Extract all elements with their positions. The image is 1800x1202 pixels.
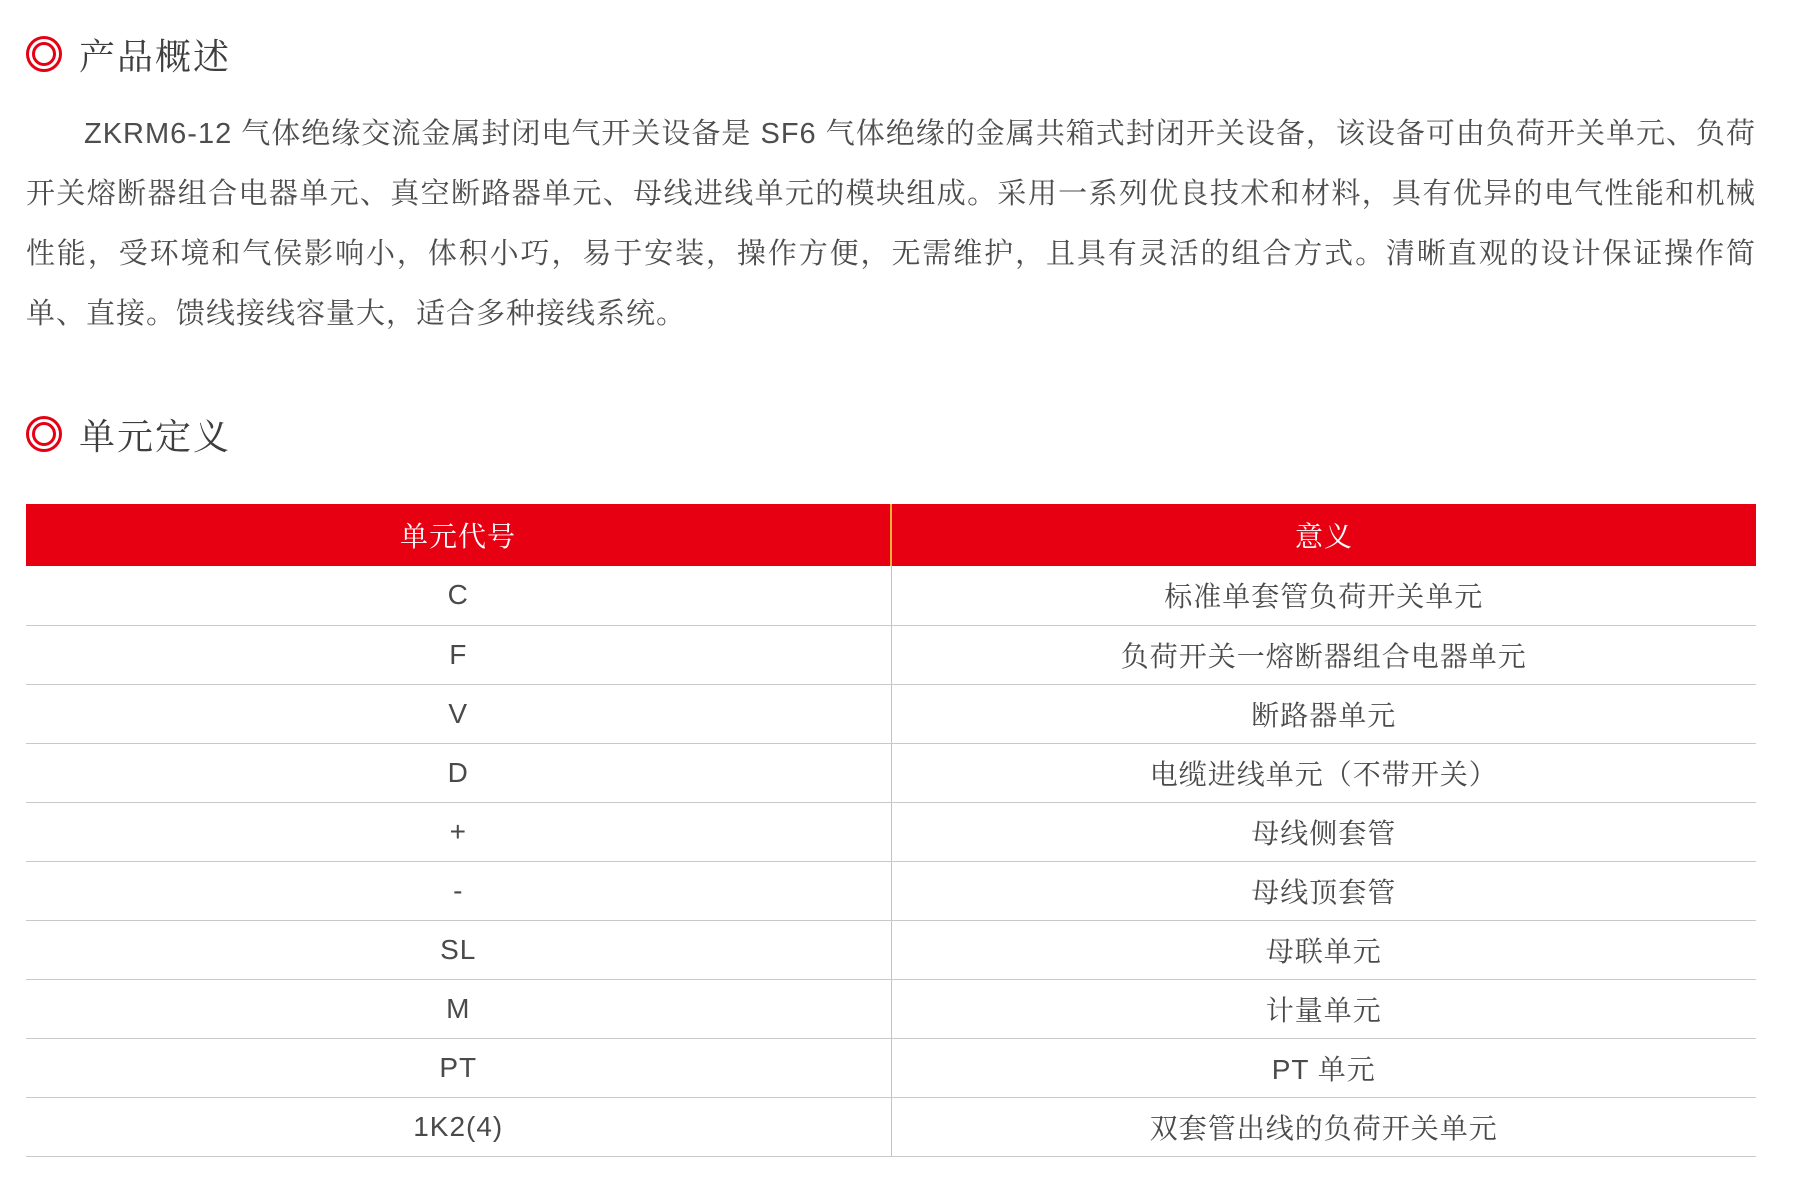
double-ring-icon <box>26 36 62 72</box>
unit-meaning-cell: 母线侧套管 <box>891 802 1756 861</box>
double-ring-icon <box>26 416 62 452</box>
unit-meaning-cell: 标准单套管负荷开关单元 <box>891 566 1756 625</box>
unit-meaning-cell: 电缆进线单元（不带开关） <box>891 743 1756 802</box>
unit-code-cell: F <box>26 625 891 684</box>
unit-meaning-cell: 断路器单元 <box>891 684 1756 743</box>
table-row <box>26 566 1756 625</box>
header-meaning: 意义 <box>891 504 1756 566</box>
table-row <box>26 979 1756 1038</box>
section-title-overview: 产品概述 <box>79 35 232 77</box>
table-row <box>26 1038 1756 1097</box>
unit-meaning-cell: 负荷开关一熔断器组合电器单元 <box>891 625 1756 684</box>
table-row <box>26 861 1756 920</box>
section-title-units: 单元定义 <box>79 415 232 457</box>
unit-meaning-cell: 计量单元 <box>891 979 1756 1038</box>
table-row <box>26 920 1756 979</box>
table-row <box>26 743 1756 802</box>
section-header-units <box>26 410 1756 458</box>
unit-meaning-cell: 母联单元 <box>891 920 1756 979</box>
header-row <box>26 504 1756 566</box>
unit-table-body <box>26 566 1756 1156</box>
unit-meaning-cell: PT 单元 <box>891 1038 1756 1097</box>
unit-code-cell: PT <box>26 1038 891 1097</box>
table-row <box>26 625 1756 684</box>
unit-meaning-cell: 双套管出线的负荷开关单元 <box>891 1097 1756 1156</box>
unit-meaning-cell: 母线顶套管 <box>891 861 1756 920</box>
unit-code-cell: D <box>26 743 891 802</box>
unit-code-cell: M <box>26 979 891 1038</box>
unit-code-cell: SL <box>26 920 891 979</box>
header-unit-code: 单元代号 <box>26 504 891 566</box>
unit-code-cell: - <box>26 861 891 920</box>
table-row <box>26 1097 1756 1156</box>
overview-paragraph: ZKRM6-12 气体绝缘交流金属封闭电气开关设备是 SF6 气体绝缘的金属共箱式封闭开关设备，该设备可由负荷开关单元、负荷开关熔断器组合电器单元、真空断路器单元、母线进线单元的模块组成。采用一系列优良技术和材料，具有优异的电气性能和机械性能，受环境和气侯影响小，体积小巧，易于安装，操作方便，无需维护，且具有灵活的组合方式。清晰直观的设计保证操作简单、直接。馈线接线容量大，适合多种接线系统。 <box>26 118 1756 330</box>
unit-code-cell: C <box>26 566 891 625</box>
table-row <box>26 684 1756 743</box>
unit-code-cell: + <box>26 802 891 861</box>
unit-code-cell: V <box>26 684 891 743</box>
unit-definition-table <box>26 504 1756 1157</box>
unit-table-header <box>26 504 1756 566</box>
section-header-overview <box>26 30 1756 78</box>
unit-code-cell: 1K2(4) <box>26 1097 891 1156</box>
table-row <box>26 802 1756 861</box>
